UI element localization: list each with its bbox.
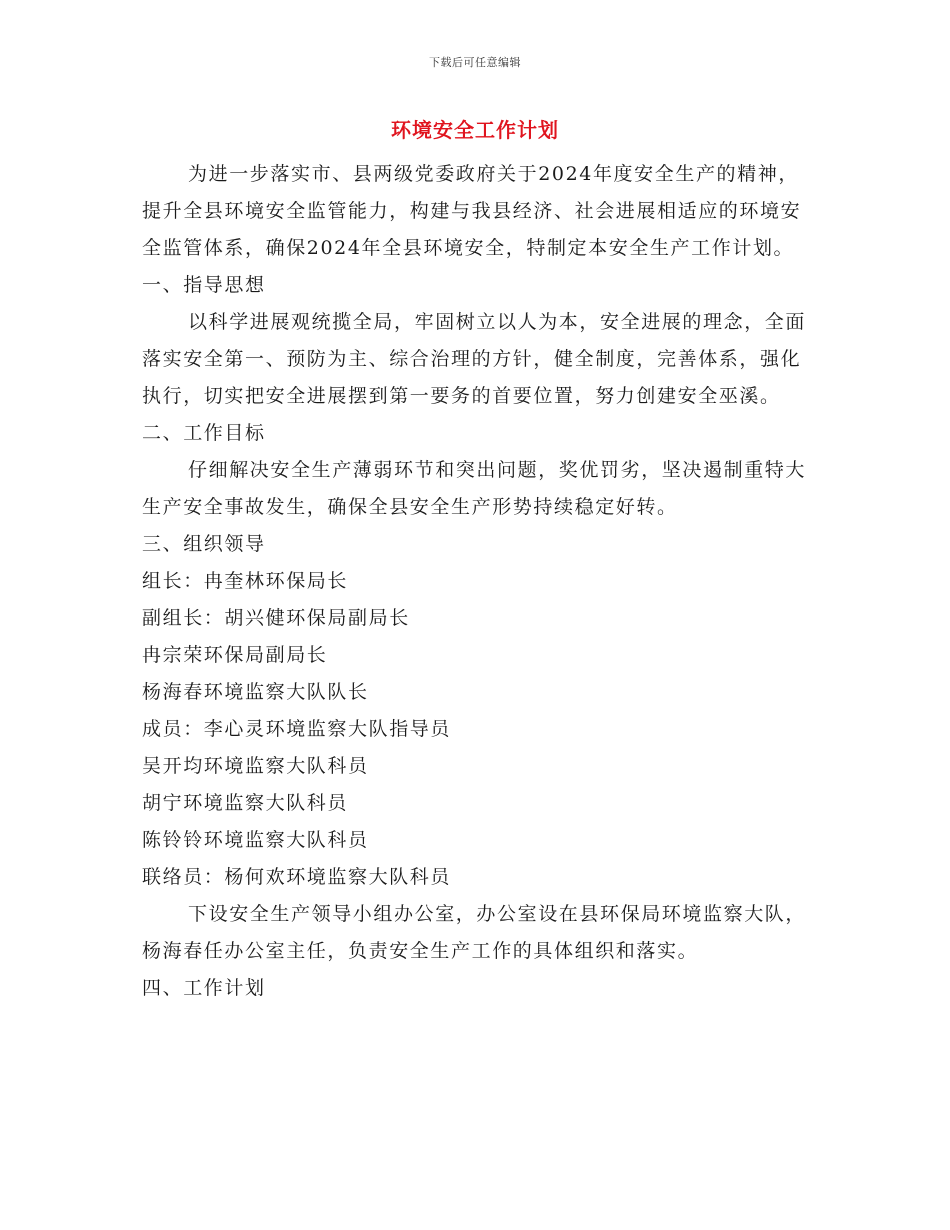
document-title: 环境安全工作计划 — [391, 118, 559, 142]
work-goals-paragraph: 仔细解决安全生产薄弱环节和突出问题，奖优罚劣，坚决遏制重特大生产安全事故发生，确保全县安全生产形势持续稳定好转。 — [142, 459, 807, 518]
section-heading-guiding-thought: 一、指导思想 — [142, 274, 266, 296]
member-line: 成员：李心灵环境监察大队指导员 — [142, 718, 452, 740]
member-line: 冉宗荣环保局副局长 — [142, 644, 328, 666]
section-heading-work-goals: 二、工作目标 — [142, 422, 266, 444]
header-note: 下载后可任意编辑 — [429, 56, 521, 69]
section-heading-work-plan: 四、工作计划 — [142, 977, 266, 999]
member-line: 联络员：杨何欢环境监察大队科员 — [142, 866, 452, 888]
section-heading-organization: 三、组织领导 — [142, 533, 266, 555]
member-line: 吴开均环境监察大队科员 — [142, 755, 369, 777]
member-line: 副组长：胡兴健环保局副局长 — [142, 607, 410, 629]
intro-paragraph: 为进一步落实市、县两级党委政府关于2024年度安全生产的精神，提升全县环境安全监管能力，构建与我县经济、社会进展相适应的环境安全监管体系，确保2024年全县环境安全，特制定本安全生产工作计划。 — [142, 163, 802, 259]
document-body — [142, 156, 812, 1007]
member-line: 杨海春环境监察大队队长 — [142, 681, 369, 703]
member-line: 陈铃铃环境监察大队科员 — [142, 829, 369, 851]
member-line: 组长：冉奎林环保局长 — [142, 570, 349, 592]
office-paragraph: 下设安全生产领导小组办公室，办公室设在县环保局环境监察大队，杨海春任办公室主任，负责安全生产工作的具体组织和落实。 — [142, 903, 807, 962]
member-line: 胡宁环境监察大队科员 — [142, 792, 349, 814]
guiding-thought-paragraph: 以科学进展观统揽全局，牢固树立以人为本，安全进展的理念，全面落实安全第一、预防为主、综合治理的方针，健全制度，完善体系，强化执行，切实把安全进展摆到第一要务的首要位置，努力创建安全巫溪。 — [142, 311, 807, 407]
